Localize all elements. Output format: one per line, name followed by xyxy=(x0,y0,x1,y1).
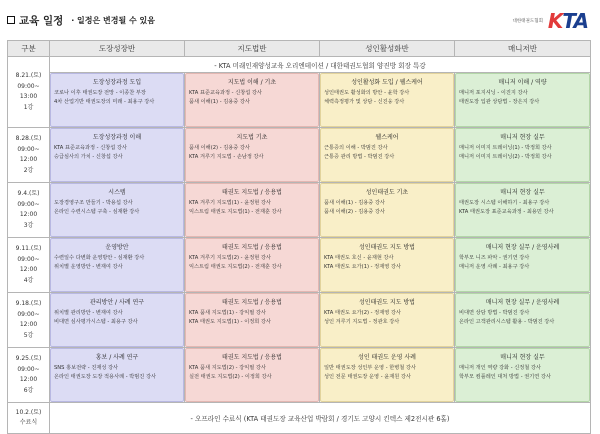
course-card xyxy=(50,348,184,402)
course-card xyxy=(455,238,590,292)
column-header: 도장성장반 xyxy=(50,41,185,57)
course-cell xyxy=(320,348,455,403)
session-date: 8.21.(토) xyxy=(15,72,42,79)
session-date: 9.25.(토) xyxy=(15,355,42,362)
course-title: 태권도 지도법 / 응용법 xyxy=(222,189,282,196)
course-card xyxy=(185,348,319,402)
lecture-line: 성인 전문 태권도장 운영 - 윤재원 강사 xyxy=(324,374,411,380)
course-cell xyxy=(455,128,591,183)
session-number: 1강 xyxy=(23,103,34,111)
lecture-line: 품새 이해(2) - 김용중 강사 xyxy=(324,209,385,215)
session-time-start: 09:00~ xyxy=(17,255,40,263)
session-date: 8.28.(토) xyxy=(15,135,42,142)
lecture-line: KTA 겨루기 지도법(1) - 윤정현 강사 xyxy=(189,200,271,206)
course-title: 관리방안 / 사례 연구 xyxy=(89,299,145,306)
lecture-line: 위치별 관리방안 - 변재여 강사 xyxy=(54,310,123,316)
checkbox-square-icon xyxy=(7,16,15,24)
lecture-line: KTA 태권도 요가(1) - 정재영 강사 xyxy=(324,264,401,270)
course-card xyxy=(320,73,454,127)
course-title: 웰스케어 xyxy=(375,134,399,141)
session-number: 3강 xyxy=(23,221,34,229)
lecture-line: 매니저 이미지 트레이닝(1) - 박정희 강사 xyxy=(459,145,552,151)
lecture-line: 매니저 포지셔닝 - 이진지 강사 xyxy=(459,90,528,96)
lecture-line: 수련일수 다변화 운영방안 - 심재환 강사 xyxy=(54,255,145,261)
session-time-start: 09:00~ xyxy=(17,310,40,318)
intro-row xyxy=(8,57,591,73)
lecture-line: 실전 태권도 지도법(2) - 이정희 강사 xyxy=(189,374,272,380)
section-title: 교육 일정 xyxy=(19,14,64,27)
course-title: 태권도 지도법 / 응용법 xyxy=(222,244,282,251)
session-number: 5강 xyxy=(23,331,34,339)
course-card xyxy=(320,348,454,402)
course-card xyxy=(455,293,590,347)
table-row xyxy=(8,183,591,238)
session-time-end: 12:00 xyxy=(19,376,38,383)
lecture-line: 근통증의 이해 - 박범진 강사 xyxy=(324,145,388,151)
course-card xyxy=(50,183,184,237)
header-row xyxy=(8,41,591,57)
course-card xyxy=(50,238,184,292)
closing-date: 10.2.(토) xyxy=(15,408,42,416)
lecture-line: 익스트림 태권도 지도법(2) - 전재훈 강사 xyxy=(189,264,282,270)
column-header: 구분 xyxy=(8,41,50,57)
course-card xyxy=(50,293,184,347)
session-time-end: 12:00 xyxy=(19,266,38,273)
lecture-line: 태권도장 시스템 이해하기 - 최용구 강사 xyxy=(459,200,550,206)
course-cell xyxy=(320,73,455,128)
course-card xyxy=(185,183,319,237)
lecture-line: 학부모 컴플레인 대처 방법 - 권기연 강사 xyxy=(459,374,551,380)
course-card xyxy=(185,73,319,127)
date-cell xyxy=(8,348,50,403)
logo-subtitle: 대한태권도협회 xyxy=(512,19,543,24)
course-card xyxy=(320,183,454,237)
table-row xyxy=(8,128,591,183)
course-cell xyxy=(50,293,185,348)
date-cell xyxy=(8,57,50,128)
course-title: 매니저 현장 실무 xyxy=(500,189,545,196)
lecture-line: KTA 품새 지도법(1) - 강익필 강사 xyxy=(189,310,266,316)
course-card xyxy=(50,73,184,127)
lecture-line: 승급심사의 가치 - 신창섭 강사 xyxy=(54,154,123,160)
lecture-line: 태권도장 입관 상담법 - 장은지 강사 xyxy=(459,99,540,105)
course-cell xyxy=(320,293,455,348)
session-time-end: 13:00 xyxy=(19,93,38,100)
lecture-line: KTA 겨루기 지도법(2) - 윤정현 강사 xyxy=(189,255,271,261)
course-title: 성인태권도 기초 xyxy=(365,189,409,196)
course-cell xyxy=(320,183,455,238)
course-card xyxy=(455,128,590,182)
session-time-end: 12:00 xyxy=(19,156,38,163)
course-title: 매니저 현장 실무 xyxy=(500,134,545,141)
lecture-line: 성인 겨루기 지도법 - 정관호 강사 xyxy=(324,319,400,325)
course-title: 도장성장과정 이해 xyxy=(92,134,142,141)
lecture-line: 일반 태권도장 성인부 운영 - 한병철 강사 xyxy=(324,365,416,371)
table-row xyxy=(8,73,591,128)
course-title: 매니저 이해 / 역량 xyxy=(498,79,547,86)
course-title: 성인 태권도 운영 사례 xyxy=(358,354,416,361)
course-title: 태권도 지도법 / 응용법 xyxy=(222,354,282,361)
session-number: 4강 xyxy=(23,276,34,284)
session-time-end: 12:00 xyxy=(19,211,38,218)
session-time-start: 09:00~ xyxy=(17,82,40,90)
lecture-line: 도장경영구조 만들기 - 박용섭 강사 xyxy=(54,200,133,206)
course-card xyxy=(320,293,454,347)
column-header: 성인활성화반 xyxy=(320,41,455,57)
lecture-line: KTA 표준교육과정 - 신창섭 강사 xyxy=(189,90,262,96)
lecture-line: 4차 산업기반 태권도장의 미래 - 최용구 강사 xyxy=(54,99,155,105)
course-card xyxy=(455,348,590,402)
lecture-line: 매니저 이미지 트레이닝(2) - 박정희 강사 xyxy=(459,154,552,160)
course-cell xyxy=(50,183,185,238)
course-cell xyxy=(50,238,185,293)
course-cell xyxy=(455,183,591,238)
course-cell xyxy=(185,293,320,348)
section-header xyxy=(7,9,155,31)
lecture-line: 체력측정평가 및 상담 - 신진웅 강사 xyxy=(324,99,405,105)
session-number: 2강 xyxy=(23,166,34,174)
lecture-line: 익스트림 태권도 지도법(1) - 전재훈 강사 xyxy=(189,209,282,215)
date-cell xyxy=(8,128,50,183)
lecture-line: 품새 이해(1) - 김용중 강사 xyxy=(324,200,385,206)
lecture-line: SNS 홍보전략 - 진재성 강사 xyxy=(54,365,119,371)
lecture-line: KTA 겨루기 지도법 - 손남정 강사 xyxy=(189,154,264,160)
course-cell xyxy=(455,293,591,348)
lecture-line: 품새 이해(1) - 김용중 강사 xyxy=(189,99,250,105)
course-cell xyxy=(50,128,185,183)
lecture-line: KTA 품새 지도법(2) - 강익필 강사 xyxy=(189,365,266,371)
course-title: 시스템 xyxy=(108,189,126,196)
session-date: 9.18.(토) xyxy=(15,300,42,307)
lecture-line: KTA 태권도 요가(2) - 정재영 강사 xyxy=(324,310,401,316)
course-cell xyxy=(455,348,591,403)
lecture-line: 코로나 이후 태권도장 전망 - 이종찬 부장 xyxy=(54,90,146,96)
course-cell xyxy=(185,238,320,293)
course-card xyxy=(320,128,454,182)
lecture-line: KTA 태권도장 표준교육과정 - 최용민 강사 xyxy=(459,209,554,215)
closing-label: 수료식 xyxy=(19,419,38,426)
course-cell xyxy=(320,128,455,183)
course-title: 홍보 / 사례 연구 xyxy=(95,354,139,361)
course-title: 성인태권도 지도 방법 xyxy=(359,299,415,306)
lecture-line: 매니저 개인 역량 강화 - 신정철 강사 xyxy=(459,365,541,371)
course-card xyxy=(185,238,319,292)
lecture-line: 성인태권도 활성화의 방안 - 윤학 강사 xyxy=(324,90,410,96)
session-date: 9.11.(토) xyxy=(15,245,42,252)
column-header: 지도법반 xyxy=(185,41,320,57)
lecture-line: 온라인 수련시스템 구축 - 심재환 강사 xyxy=(54,209,140,215)
course-title: 성인활성화 도입 / 웰스케어 xyxy=(351,79,423,86)
course-cell xyxy=(185,348,320,403)
course-card xyxy=(455,73,590,127)
lecture-line: 위치별 운영방안 - 변재여 강사 xyxy=(54,264,123,270)
table-row xyxy=(8,238,591,293)
course-title: 지도법 기초 xyxy=(236,134,268,141)
course-cell xyxy=(50,73,185,128)
course-title: 매니저 현장 실무 / 운영사례 xyxy=(485,299,560,306)
session-date: 9.4.(토) xyxy=(17,190,40,197)
lecture-line: 학부모 니즈 파악 - 권기연 강사 xyxy=(459,255,530,261)
date-cell xyxy=(8,403,50,434)
schedule-note: · 일정은 변경될 수 있음 xyxy=(71,15,155,25)
schedule-table xyxy=(7,40,591,434)
lecture-line: KTA 태권도 호신 - 윤재현 강사 xyxy=(324,255,394,261)
course-title: 매니저 현장 실무 xyxy=(500,354,545,361)
orientation-banner: - KTA 미래인재양성교육 오리엔테이션 / 대한태권도협회 양진방 회장 특강 xyxy=(50,57,591,73)
session-time-end: 12:00 xyxy=(19,321,38,328)
lecture-line: 매니저 운영 사례 - 최용구 강사 xyxy=(459,264,530,270)
course-title: 도장성장과정 도입 xyxy=(92,79,142,86)
lecture-line: 비대면 심사평가시스템 - 최용구 강사 xyxy=(54,319,138,325)
lecture-line: 근통증 관리 방법 - 박범진 강사 xyxy=(324,154,395,160)
logo-brand xyxy=(548,9,588,33)
course-title: 매니저 현장 실무 / 운영사례 xyxy=(485,244,560,251)
course-cell xyxy=(185,183,320,238)
course-cell xyxy=(320,238,455,293)
course-card xyxy=(50,128,184,182)
course-cell xyxy=(455,238,591,293)
course-cell xyxy=(50,348,185,403)
kta-logo xyxy=(512,9,588,33)
course-cell xyxy=(185,73,320,128)
column-header: 매니저반 xyxy=(455,41,591,57)
table-row xyxy=(8,293,591,348)
course-card xyxy=(320,238,454,292)
date-cell xyxy=(8,183,50,238)
closing-row xyxy=(8,403,591,434)
lecture-line: KTA 태권도 지도법(1) - 이정희 강사 xyxy=(189,319,271,325)
course-title: 운영방안 xyxy=(105,244,129,251)
course-title: 태권도 지도법 / 응용법 xyxy=(222,299,282,306)
session-number: 6강 xyxy=(23,386,34,394)
course-cell xyxy=(185,128,320,183)
lecture-line: 온라인 고객관리시스템 활용 - 박범진 강사 xyxy=(459,319,555,325)
session-time-start: 09:00~ xyxy=(17,365,40,373)
course-card xyxy=(185,293,319,347)
lecture-line: 온라인 태권도장 도장 적용사례 - 박범진 강사 xyxy=(54,374,156,380)
date-cell xyxy=(8,238,50,293)
course-title: 지도법 이해 / 기초 xyxy=(227,79,277,86)
date-cell xyxy=(8,293,50,348)
table-row xyxy=(8,348,591,403)
lecture-line: 품새 이해(2) - 김용중 강사 xyxy=(189,145,250,151)
logo-brand-ta: TA xyxy=(562,9,588,33)
course-card xyxy=(455,183,590,237)
lecture-line: 비대면 상담 방법 - 박범진 강사 xyxy=(459,310,530,316)
lecture-line: KTA 표준교육과정 - 신창섭 강사 xyxy=(54,145,127,151)
session-time-start: 09:00~ xyxy=(17,145,40,153)
closing-ceremony-text: - 오프라인 수료식 (KTA 태권도장 교육산업 박람회 / 경기도 고양시 킨텍스 제2전시관 6홀) xyxy=(50,403,591,434)
session-time-start: 09:00~ xyxy=(17,200,40,208)
course-title: 성인태권도 지도 방법 xyxy=(359,244,415,251)
course-cell xyxy=(455,73,591,128)
course-card xyxy=(185,128,319,182)
logo-brand-k: K xyxy=(547,9,563,33)
